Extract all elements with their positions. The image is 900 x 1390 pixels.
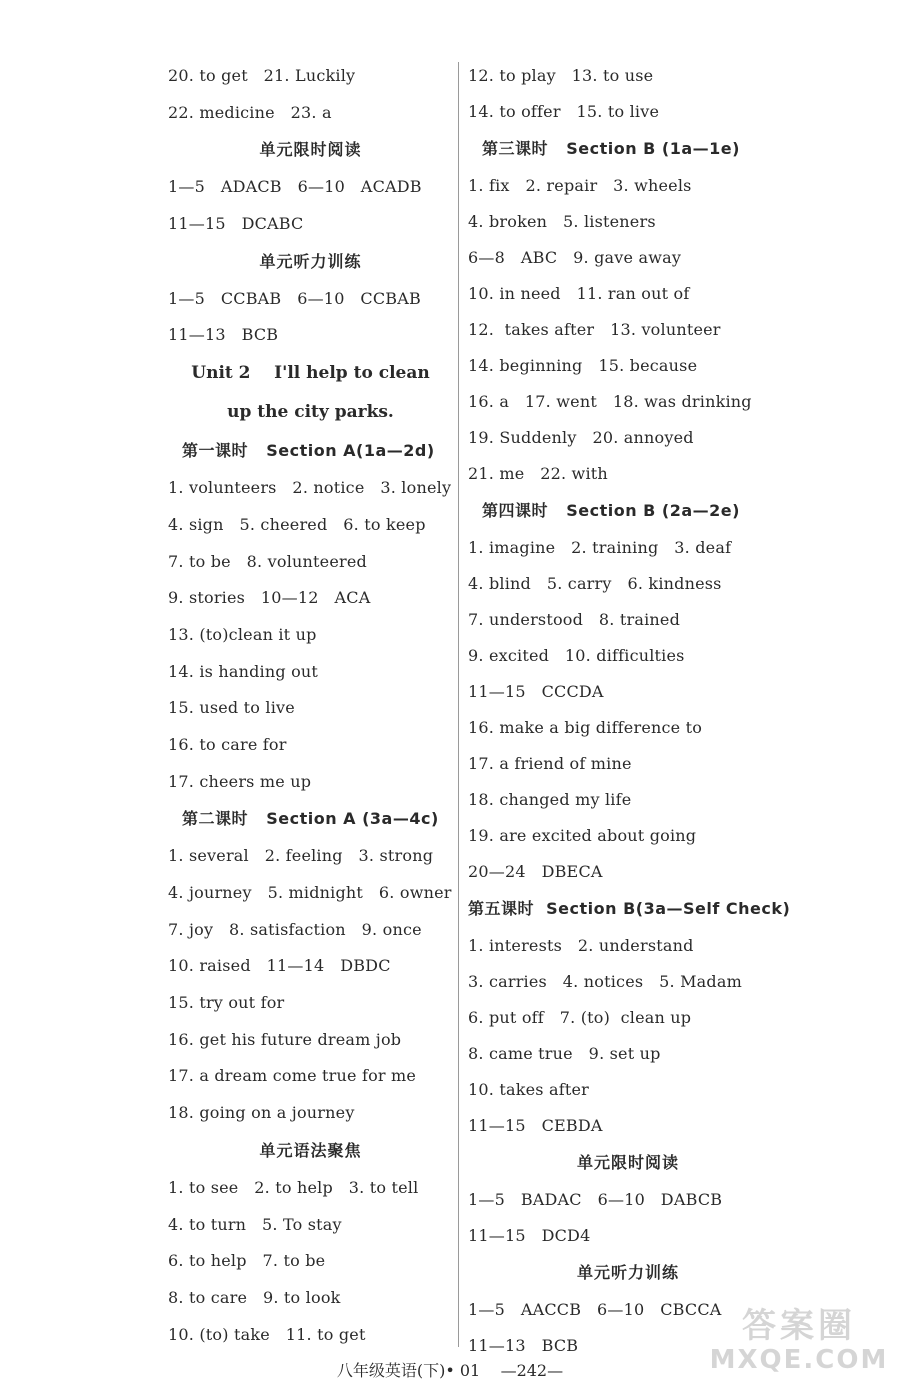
- answer-line: 20. to get 21. Luckily: [168, 66, 356, 85]
- lesson-heading: 第一课时 Section A(1a—2d): [182, 441, 435, 461]
- answer-line: 10. (to) take 11. to get: [168, 1324, 366, 1344]
- lesson-heading: 第四课时 Section B (2a—2e): [482, 501, 740, 520]
- column-divider: [458, 62, 459, 1347]
- left-column: [168, 58, 453, 1353]
- answer-line: 4. sign 5. cheered 6. to keep: [168, 514, 426, 534]
- answer-line: 19. Suddenly 20. annoyed: [468, 428, 694, 447]
- answer-line: 18. changed my life: [468, 790, 632, 809]
- answer-line: 3. carries 4. notices 5. Madam: [468, 972, 742, 991]
- lesson-heading: 第三课时 Section B (1a—1e): [482, 139, 740, 158]
- answer-line: 17. cheers me up: [168, 771, 312, 791]
- answer-line: 13. (to)clean it up: [168, 624, 317, 644]
- watermark-logo: [704, 1306, 894, 1376]
- answer-line: 15. try out for: [168, 993, 285, 1013]
- answer-line: 1. imagine 2. training 3. deaf: [468, 538, 732, 557]
- answer-line: 14. is handing out: [168, 661, 319, 681]
- answer-line: 11—15 DCABC: [168, 214, 304, 234]
- answer-line: 19. are excited about going: [468, 826, 697, 845]
- answer-line: 4. to turn 5. To stay: [168, 1214, 342, 1234]
- answer-line: 11—13 BCB: [468, 1336, 579, 1355]
- answer-line: 16. a 17. went 18. was drinking: [468, 392, 752, 411]
- watermark-url: MXQE.COM: [709, 1345, 889, 1375]
- answer-line: 1—5 AACCB 6—10 CBCCA: [468, 1300, 722, 1319]
- answer-line: 11—15 CEBDA: [468, 1116, 603, 1135]
- answer-line: 8. to care 9. to look: [168, 1287, 341, 1307]
- answer-line: 9. stories 10—12 ACA: [168, 588, 371, 608]
- answer-line: 1. volunteers 2. notice 3. lonely: [168, 478, 452, 498]
- answer-line: 10. raised 11—14 DBDC: [168, 956, 391, 976]
- page-footer: 八年级英语(下)• 01 —242—: [336, 1361, 564, 1380]
- answer-line: 16. to care for: [168, 734, 287, 754]
- section-heading: 单元语法聚焦: [259, 1140, 362, 1160]
- answer-line: 1. to see 2. to help 3. to tell: [168, 1177, 419, 1197]
- answer-line: 14. to offer 15. to live: [468, 102, 660, 121]
- answer-line: 4. journey 5. midnight 6. owner: [168, 883, 452, 902]
- answer-line: 11—15 DCD4: [468, 1226, 591, 1245]
- lesson-heading: 第二课时 Section A (3a—4c): [182, 809, 439, 829]
- answer-line: 4. broken 5. listeners: [468, 212, 656, 231]
- answer-line: 6—8 ABC 9. gave away: [468, 248, 682, 267]
- answer-line: 16. get his future dream job: [168, 1029, 402, 1049]
- answer-line: 8. came true 9. set up: [468, 1044, 661, 1063]
- answer-line: 18. going on a journey: [168, 1103, 355, 1123]
- unit-title: Unit 2 I'll help to clean: [191, 363, 430, 384]
- answer-line: 7. joy 8. satisfaction 9. once: [168, 919, 422, 939]
- answer-line: 21. me 22. with: [468, 464, 608, 483]
- answer-line: 1—5 ADACB 6—10 ACADB: [168, 177, 422, 197]
- answer-line: 22. medicine 23. a: [168, 102, 332, 122]
- answer-line: 1. several 2. feeling 3. strong: [168, 846, 434, 866]
- answer-line: 1. interests 2. understand: [468, 936, 694, 955]
- answer-line: 10. in need 11. ran out of: [468, 284, 690, 303]
- right-column: [468, 58, 791, 1364]
- answer-line: 12. to play 13. to use: [468, 66, 654, 85]
- answer-line: 15. used to live: [168, 698, 295, 718]
- section-heading: 单元限时阅读: [576, 1153, 679, 1172]
- answer-line: 11—13 BCB: [168, 325, 279, 345]
- answer-line: 16. make a big difference to: [468, 718, 703, 737]
- answer-line: 1—5 CCBAB 6—10 CCBAB: [168, 288, 421, 308]
- unit-title: up the city parks.: [227, 402, 394, 423]
- answer-line: 17. a friend of mine: [468, 754, 632, 773]
- answer-line: 6. to help 7. to be: [168, 1251, 326, 1271]
- answer-line: 10. takes after: [468, 1080, 589, 1099]
- answer-line: 1. fix 2. repair 3. wheels: [468, 176, 692, 195]
- answer-line: 7. to be 8. volunteered: [168, 551, 367, 571]
- answer-line: 14. beginning 15. because: [468, 356, 698, 375]
- answer-line: 7. understood 8. trained: [468, 610, 681, 629]
- answer-line: 11—15 CCCDA: [468, 682, 604, 701]
- answer-line: 1—5 BADAC 6—10 DABCB: [468, 1190, 723, 1209]
- answer-line: 12. takes after 13. volunteer: [468, 320, 721, 339]
- section-heading: 单元听力训练: [576, 1263, 679, 1282]
- section-heading: 单元听力训练: [259, 251, 362, 271]
- lesson-heading: 第五课时 Section B(3a—Self Check): [468, 899, 791, 918]
- answer-line: 20—24 DBECA: [468, 862, 603, 881]
- answer-line: 6. put off 7. (to) clean up: [468, 1008, 692, 1027]
- section-heading: 单元限时阅读: [259, 140, 362, 160]
- answer-line: 4. blind 5. carry 6. kindness: [468, 574, 722, 593]
- answer-line: 17. a dream come true for me: [168, 1066, 417, 1086]
- watermark-title: 答案圈: [742, 1306, 856, 1346]
- answer-line: 9. excited 10. difficulties: [468, 646, 685, 665]
